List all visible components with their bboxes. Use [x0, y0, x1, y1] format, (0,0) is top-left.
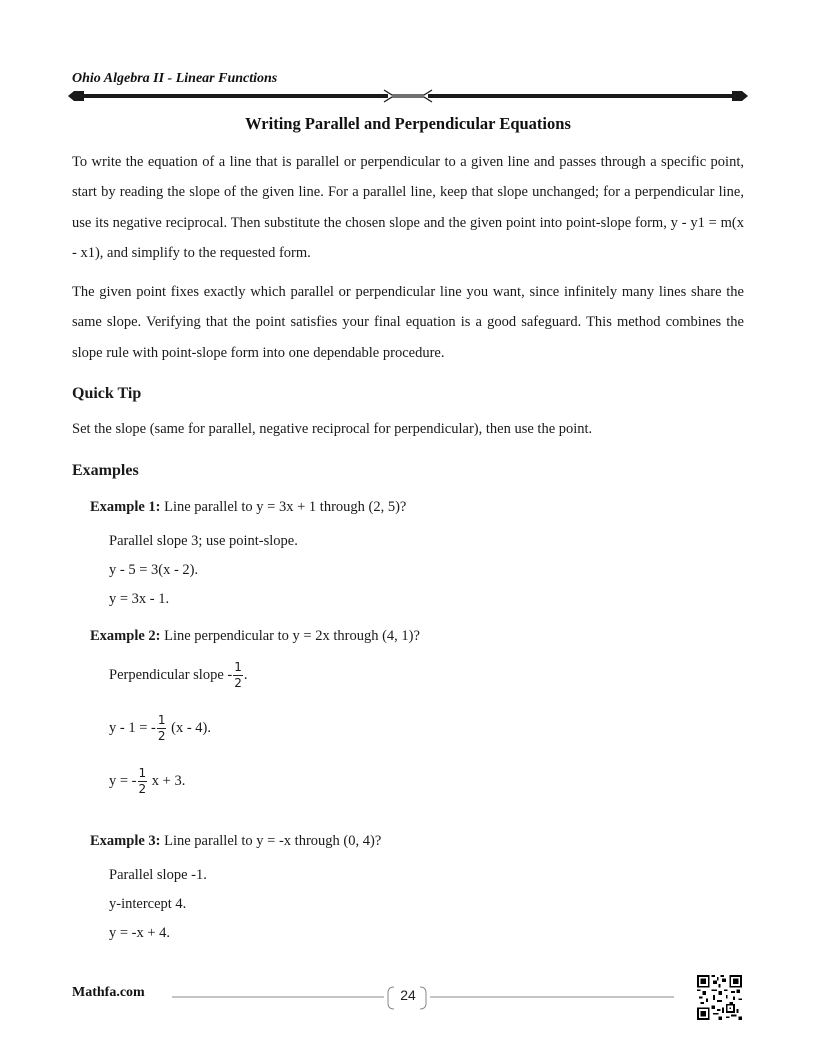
- example-1-step-3: y = 3x - 1.: [109, 591, 170, 607]
- example-1-question: Line parallel to y = 3x + 1 through (2, 5)?: [164, 499, 407, 515]
- example-1-title: [90, 499, 406, 516]
- examples-heading: Examples: [72, 462, 139, 479]
- intro-paragraph-1: To write the equation of a line that is parallel or perpendicular to a given line and passes through a specific point, start by reading the slope of the given line. For a parallel line, keep that slope unchanged; for a perpendicular line, use its negative reciprocal. Then substitute the chosen slope and the given point into point-slope form, y - y1 = m(x - x1), and simplify to the requested form.: [72, 154, 744, 261]
- quick-tip-heading: Quick Tip: [72, 385, 142, 402]
- example-1-label: Example 1:: [90, 499, 161, 515]
- header-ornament-rule: [68, 86, 748, 106]
- fraction: $\frac{1}{2}$: [157, 713, 166, 743]
- example-2-step-3: y = - $\frac{1}{2}$ x + 3.: [109, 766, 186, 796]
- page-number: 24: [400, 987, 416, 1003]
- quick-tip-text: Set the slope (same for parallel, negative reciprocal for perpendicular), then use the point.: [72, 421, 593, 437]
- fraction: $\frac{1}{2}$: [234, 660, 242, 690]
- example-1-step-1: Parallel slope 3; use point-slope.: [109, 533, 298, 549]
- example-3-title: [90, 833, 381, 850]
- example-2-label: Example 2:: [90, 628, 161, 644]
- example-3-step-1: Parallel slope -1.: [109, 867, 207, 883]
- example-3-step-2: y-intercept 4.: [109, 896, 187, 912]
- example-3-question: Line parallel to y = -x through (0, 4)?: [164, 833, 382, 849]
- fraction: $\frac{1}{2}$: [138, 766, 147, 796]
- example-3-step-3: y = -x + 4.: [109, 925, 171, 941]
- intro-paragraph-2: The given point fixes exactly which parallel or perpendicular line you want, since infinitely many lines share the same slope. Verifying that the point satisfies your final equation is a good safeguard. This method combines the slope rule with point-slope form into one dependable procedure.: [72, 284, 744, 361]
- example-2-title: [90, 628, 420, 645]
- example-2-step-2: y - 1 = - $\frac{1}{2}$ (x - 4).: [109, 713, 211, 743]
- example-3-label: Example 3:: [90, 833, 161, 849]
- header-title: Ohio Algebra II - Linear Functions: [72, 71, 278, 86]
- example-1-step-2: y - 5 = 3(x - 2).: [109, 562, 199, 578]
- qr-code-icon[interactable]: [697, 975, 742, 1020]
- footer-site-link[interactable]: Mathfa.com: [72, 985, 145, 1000]
- example-2-question: Line perpendicular to y = 2x through (4, 1)?: [164, 628, 420, 644]
- page-title: Writing Parallel and Perpendicular Equations: [245, 114, 571, 133]
- example-2-step-1: Perpendicular slope - $\frac{1}{2}$ .: [109, 660, 248, 690]
